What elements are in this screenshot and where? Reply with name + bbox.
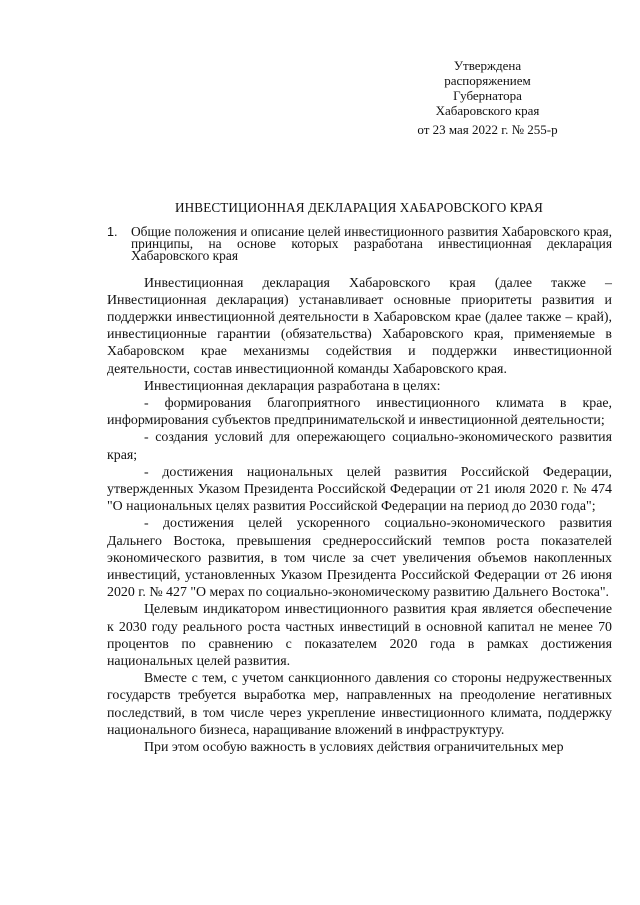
section-heading-text: Общие положения и описание целей инвестиционного развития Хабаровского края, принципы, на основе которых разработана инвестиционная декларация Хабаровского края xyxy=(131,224,612,264)
approval-line: Губернатора xyxy=(453,88,522,103)
section-heading xyxy=(107,226,612,263)
section-number: 1. xyxy=(107,225,118,239)
approval-line: Хабаровского края xyxy=(435,103,540,118)
document-title: ИНВЕСТИЦИОННАЯ ДЕКЛАРАЦИЯ ХАБАРОВСКОГО КРАЯ xyxy=(175,200,543,215)
approval-line: распоряжением xyxy=(444,73,531,88)
paragraph: Инвестиционная декларация Хабаровского края (далее также – Инвестиционная декларация) устанавливает основные приоритеты развития и поддержки инвестиционной деятельности в Хабаровском крае (далее также – край), инвестиционные гарантии (обязательства) Хабаровского края, применяемые в Хабаровском крае механизмы содействия и поддержки инвестиционной деятельности, состав инвестиционной команды Хабаровского края. xyxy=(107,275,612,377)
paragraph: Вместе с тем, с учетом санкционного давления со стороны недружественных государств требуется выработка мер, направленных на преодоление негативных последствий, в том числе через укрепление инвестиционного климата, поддержку национального бизнеса, наращивание вложений в инфраструктуру. xyxy=(107,671,612,738)
list-item: - достижения национальных целей развития Российской Федерации, утвержденных Указом Президента Российской Федерации от 21 июля 2020 г. № 474 "О национальных целях развития Российской Федерации на период до 2030 года"; xyxy=(107,464,612,515)
list-item: - формирования благоприятного инвестиционного климата в крае, информирования субъектов предпринимательской и инвестиционной деятельности; xyxy=(107,396,612,429)
list-item: - достижения целей ускоренного социально-экономического развития Дальнего Востока, превышения среднероссийский темпов роста показателей экономического развития, в том числе за счет увеличения объемов накопленных инвестиций, установленных Указом Президента Российской Федерации от 26 июня 2020 г. № 427 "О мерах по социально-экономическому развитию Дальнего Востока". xyxy=(107,516,612,601)
paragraph: При этом особую важность в условиях действия ограничительных мер xyxy=(144,740,564,756)
paragraph: Целевым индикатором инвестиционного развития края является обеспечение к 2030 году реального роста частных инвестиций в основной капитал не менее 70 процентов по сравнению с показателем 2020 года в рамках достижения национальных целей развития. xyxy=(107,602,612,670)
document-body xyxy=(107,226,612,756)
list-item: - создания условий для опережающего социально-экономического развития края; xyxy=(107,430,612,463)
approval-line: Утверждена xyxy=(453,58,522,73)
approval-stamp xyxy=(380,58,595,137)
approval-date: от 23 мая 2022 г. № 255-р xyxy=(417,122,558,137)
paragraph: Инвестиционная декларация разработана в целях: xyxy=(144,378,441,394)
